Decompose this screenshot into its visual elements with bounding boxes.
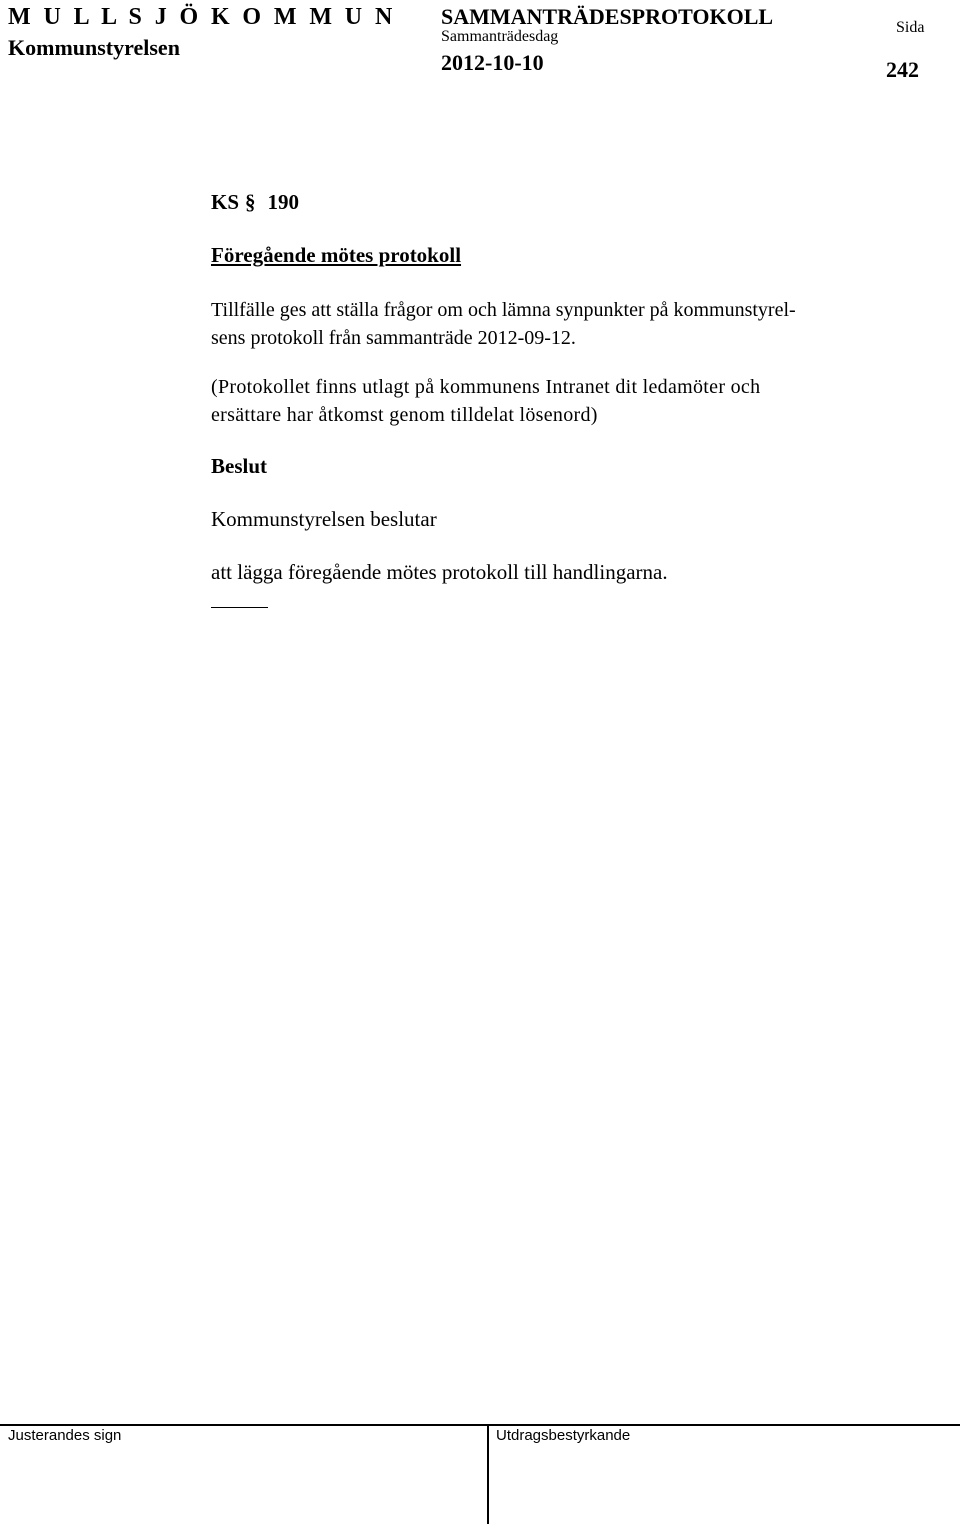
paragraph-info [211, 296, 796, 352]
document-type: SAMMANTRÄDESPROTOKOLL [441, 4, 774, 29]
decision-heading: Beslut [211, 454, 268, 478]
section-symbol: § [245, 190, 256, 214]
meeting-date-label: Sammanträdesdag [441, 28, 559, 45]
paragraph-line: ersättare har åtkomst genom tilldelat lösenord) [211, 404, 598, 426]
board-name: Kommunstyrelsen [8, 35, 180, 60]
decision-intro: Kommunstyrelsen beslutar [211, 507, 437, 531]
adjuster-signature-label: Justerandes sign [8, 1427, 122, 1444]
page-number: 242 [886, 57, 919, 82]
section-id [211, 190, 299, 215]
paragraph-line: (Protokollet finns utlagt på kommunens Intranet dit ledamöter och [211, 376, 761, 398]
section-code: KS [211, 190, 240, 214]
page-label: Sida [896, 19, 925, 36]
paragraph-line: Tillfälle ges att ställa frågor om och lämna synpunkter på kommunstyrel- [211, 299, 796, 321]
extract-certification-label: Utdragsbestyrkande [496, 1427, 631, 1444]
paragraph-line: sens protokoll från sammanträde 2012-09-12. [211, 327, 576, 349]
section-number: 190 [267, 190, 300, 214]
footer-divider [487, 1424, 489, 1524]
footer-rule [0, 1424, 960, 1426]
section-end-rule [211, 607, 268, 608]
meeting-date: 2012-10-10 [441, 50, 544, 75]
section-title: Föregående mötes protokoll [211, 243, 462, 267]
decision-text: att lägga föregående mötes protokoll till handlingarna. [211, 560, 668, 584]
paragraph-note [211, 373, 760, 429]
municipality-name: M U L L S J Ö K O M M U N [8, 4, 396, 30]
